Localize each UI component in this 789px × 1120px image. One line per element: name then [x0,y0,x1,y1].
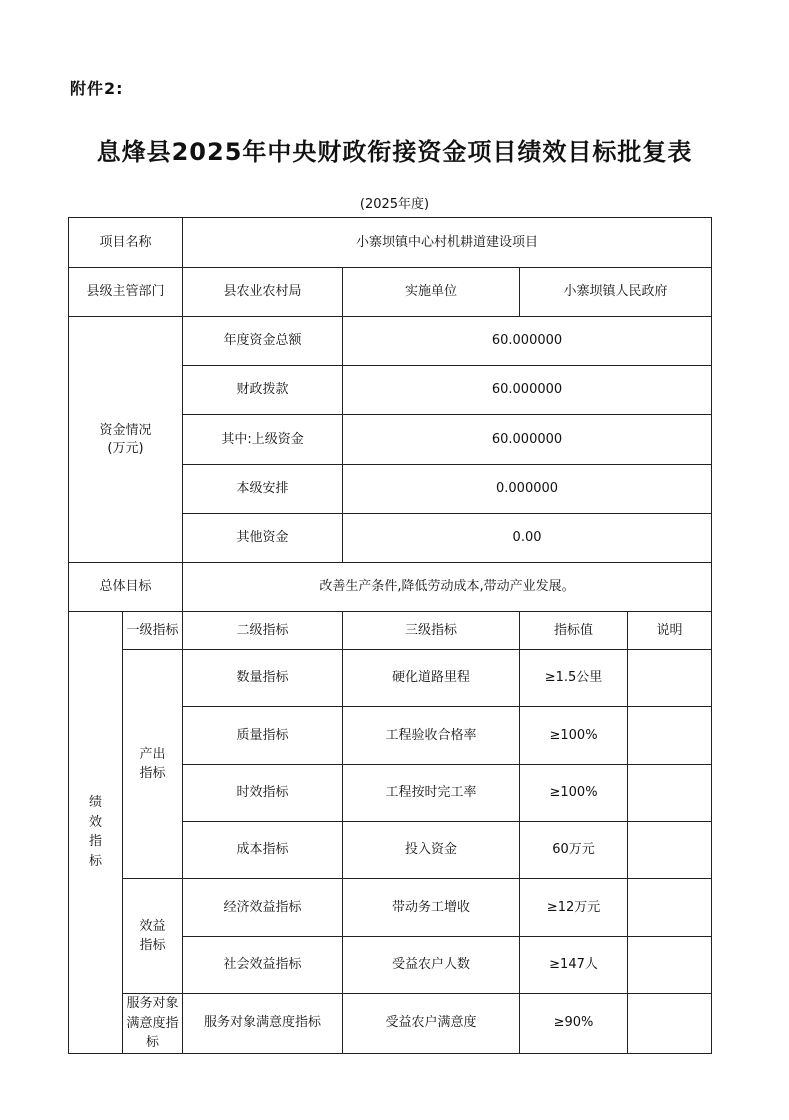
funds-label-text: 资金情况 [99,422,152,438]
satisfaction-indicator-label [123,994,183,1054]
project-row [69,218,712,268]
value-cell: ≥90% [520,994,628,1054]
funds-upper-label: 其中:上级资金 [183,415,343,465]
overall-value: 改善生产条件,降低劳动成本,带动产业发展。 [183,563,712,612]
funds-label [69,317,183,563]
level3-cell: 受益农户人数 [343,937,520,994]
funds-unit: (万元) [107,440,144,456]
funds-other-label: 其他资金 [183,514,343,563]
note-cell [628,650,712,707]
satisfaction-indicator-text: 服务对象满意度指标 [126,996,179,1050]
indicator-header-row [69,612,712,650]
year-label: (2025年度) [359,197,430,212]
department-row [69,268,712,317]
benefit-indicator-label [123,879,183,994]
note-cell [628,937,712,994]
note-cell [628,994,712,1054]
project-name-value: 小寨坝镇中心村机耕道建设项目 [183,218,712,268]
value-cell: ≥147人 [520,937,628,994]
level3-cell: 投入资金 [343,822,520,879]
level2-cell: 社会效益指标 [183,937,343,994]
output-indicator-label [123,650,183,879]
department-value: 县农业农村局 [183,268,343,317]
overall-row [69,563,712,612]
value-cell: ≥100% [520,765,628,822]
note-cell [628,822,712,879]
header-level1: 一级指标 [123,612,183,650]
value-cell: ≥100% [520,707,628,765]
funds-total-value: 60.000000 [343,317,712,366]
table-row [69,994,712,1054]
benefit-indicator-text: 效益指标 [139,918,166,953]
funds-other-value: 0.00 [343,514,712,563]
level2-cell: 数量指标 [183,650,343,707]
level2-cell: 经济效益指标 [183,879,343,937]
value-cell: ≥12万元 [520,879,628,937]
header-note: 说明 [628,612,712,650]
department-label: 县级主管部门 [69,268,183,317]
level3-cell: 工程验收合格率 [343,707,520,765]
funds-total-label: 年度资金总额 [183,317,343,366]
funds-fiscal-value: 60.000000 [343,366,712,415]
note-cell [628,765,712,822]
performance-label [69,612,123,1054]
performance-label-text: 绩效指标 [88,795,102,869]
impl-unit-label: 实施单位 [343,268,520,317]
level3-cell: 工程按时完工率 [343,765,520,822]
level2-cell: 成本指标 [183,822,343,879]
level3-cell: 硬化道路里程 [343,650,520,707]
attachment-label: 附件2: [70,79,124,98]
overall-label: 总体目标 [69,563,183,612]
funds-local-value: 0.000000 [343,465,712,514]
funds-fiscal-label: 财政拨款 [183,366,343,415]
table-row [69,879,712,937]
note-cell [628,879,712,937]
impl-unit-value: 小寨坝镇人民政府 [520,268,712,317]
header-level2: 二级指标 [183,612,343,650]
level2-cell: 质量指标 [183,707,343,765]
header-level3: 三级指标 [343,612,520,650]
output-indicator-text: 产出指标 [139,746,166,781]
header-value: 指标值 [520,612,628,650]
performance-approval-table [68,217,712,1054]
level3-cell: 受益农户满意度 [343,994,520,1054]
value-cell: 60万元 [520,822,628,879]
table-row [69,650,712,707]
level2-cell: 时效指标 [183,765,343,822]
project-name-label: 项目名称 [69,218,183,268]
page-title: 息烽县2025年中央财政衔接资金项目绩效目标批复表 [96,138,693,166]
level2-cell: 服务对象满意度指标 [183,994,343,1054]
value-cell: ≥1.5公里 [520,650,628,707]
note-cell [628,707,712,765]
funds-upper-value: 60.000000 [343,415,712,465]
funds-local-label: 本级安排 [183,465,343,514]
level3-cell: 带动务工增收 [343,879,520,937]
funds-row [69,317,712,366]
